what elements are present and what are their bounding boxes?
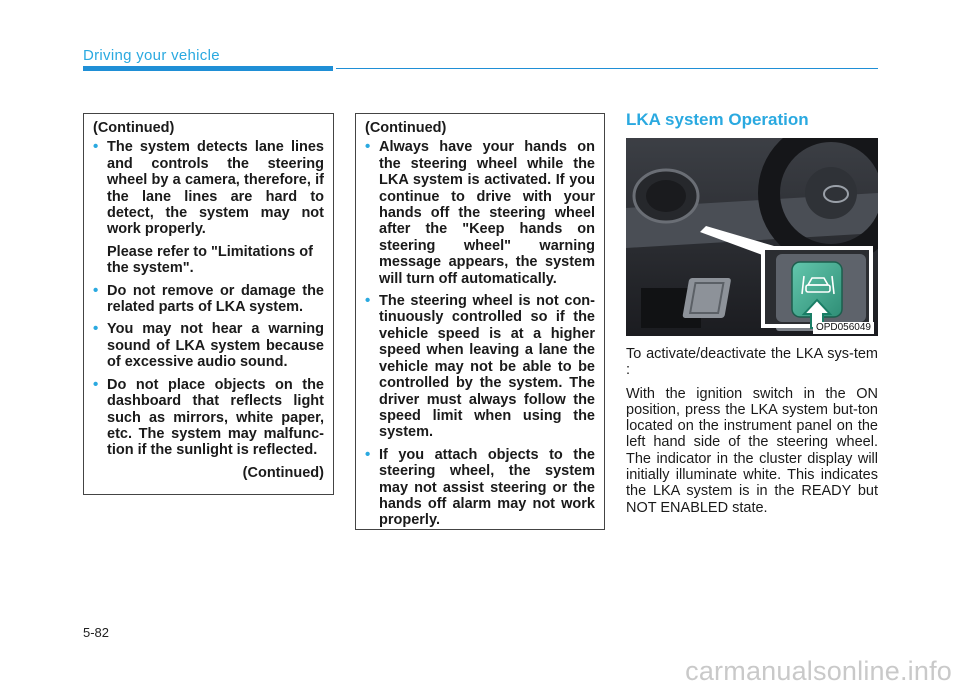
caution-bullet: • Do not place objects on the dashboard that reflects light such as mirrors, white paper, etc. The system may malfunc-tion if the sunlight is reflected. [93,375,324,459]
caution-box-right [355,113,605,530]
watermark: carmanualsonline.info [685,656,952,686]
header-rule-thin [336,68,878,69]
body-text [626,346,878,523]
continued-label: (Continued) [242,464,324,481]
caution-bullet: • You may not hear a warning sound of LKA system because of excessive audio sound. [93,320,324,371]
caution-box-left [83,113,334,495]
paragraph: With the ignition switch in the ON position, press the LKA system but-ton located on the instrument panel on the left hand side of the steering wheel. The indicator in the cluster display will initially illuminate white. This indicates the LKA system is in the READY but NOT ENABLED state. [626,385,878,516]
lka-heading: LKA system Operation [626,110,809,129]
bullet-dot-icon: • [93,375,99,393]
bullet-dot-icon: • [93,281,99,299]
dashboard-photo [626,138,878,336]
paragraph: To activate/deactivate the LKA sys-tem : [626,346,878,379]
caution-sub-note: Please refer to "Limitations of the system". [107,243,313,277]
caution-bullet: • Do not remove or damage the related parts of LKA system. [93,281,324,316]
continued-label: (Continued) [93,120,175,136]
bullet-dot-icon: • [93,138,99,156]
continued-label: (Continued) [365,120,447,136]
image-code: OPD056049 [813,322,874,334]
bullet-dot-icon: • [365,138,371,156]
section-title: Driving your vehicle [83,47,220,64]
dashboard-illustration [626,138,878,336]
caution-bullet: • If you attach objects to the steering wheel, the system may not assist steering or the hands off alarm may not work properly. [365,445,595,529]
page-number: 5-82 [83,625,110,640]
bullet-dot-icon: • [365,445,371,463]
caution-bullet: • The system detects lane lines and controls the steering wheel by a camera, therefore, if the lane lines are hard to detect, the system may not work properly. [93,138,324,238]
bullet-dot-icon: • [365,292,371,310]
header-rule-thick [83,66,333,71]
caution-bullet: • Always have your hands on the steering wheel while the LKA system is activated. If you continue to drive with your hands off the steering wheel after the "Keep hands on steering wheel" warning message appears, the system will turn off automatically. [365,138,595,287]
caution-bullet: • The steering wheel is not con-tinuously controlled so if the vehicle speed is at a higher speed when leaving a lane the vehicle may not be able to be controlled by the system. The driver must always follow the speed limit when using the system. [365,292,595,441]
bullet-dot-icon: • [93,320,99,338]
